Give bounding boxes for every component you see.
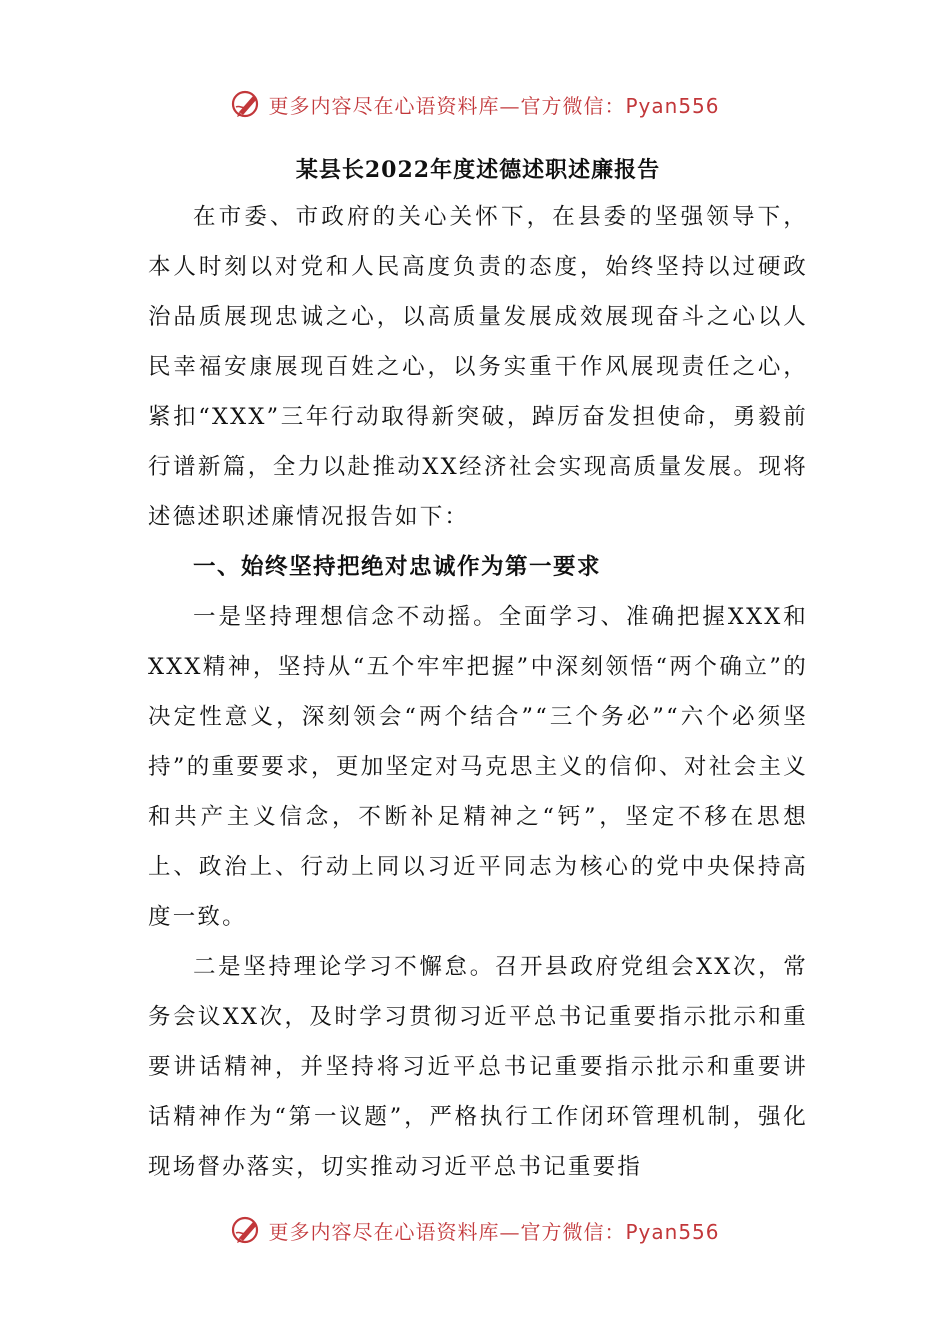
intro-paragraph: 在市委、市政府的关心关怀下，在县委的坚强领导下，本人时刻以对党和人民高度负责的态度，始终坚持以过硬政治品质展现忠诚之心，以高质量发展成效展现奋斗之心以人民幸福安康展现百姓之心，以务实重干作风展现责任之心，紧扣“XXX”三年行动取得新突破，踔厉奋发担使命，勇毅前行谱新篇，全力以赴推动XX经济社会实现高质量发展。现将述德述职述廉情况报告如下： [148, 204, 808, 530]
pen-logo-icon [230, 1213, 264, 1247]
watermark-banner-bottom [0, 1208, 950, 1252]
watermark-banner-top [0, 82, 950, 126]
document-title: 某县长2022年度述德述职述廉报告 [295, 157, 661, 183]
watermark-text: 更多内容尽在心语资料库—官方微信：Pyan556 [268, 1219, 720, 1244]
body-paragraph: 一是坚持理想信念不动摇。全面学习、准确把握XXX和XXX精神，坚持从“五个牢牢把握”中深刻领悟“两个确立”的决定性意义，深刻领会“两个结合”“三个务必”“六个必须坚持”的重要要求，更加坚定对马克思主义的信仰、对社会主义和共产主义信念，不断补足精神之“钙”，坚定不移在思想上、政治上、行动上同以习近平同志为核心的党中央保持高度一致。 [148, 604, 808, 930]
pen-logo-icon [230, 87, 264, 121]
document-body [148, 148, 808, 1192]
watermark-text: 更多内容尽在心语资料库—官方微信：Pyan556 [268, 93, 720, 118]
section-heading: 一、始终坚持把绝对忠诚作为第一要求 [193, 554, 602, 580]
body-paragraph: 二是坚持理论学习不懈怠。召开县政府党组会XX次，常务会议XX次，及时学习贯彻习近平总书记重要指示批示和重要讲话精神，并坚持将习近平总书记重要指示批示和重要讲话精神作为“第一议题”，严格执行工作闭环管理机制，强化现场督办落实，切实推动习近平总书记重要指 [148, 954, 808, 1180]
